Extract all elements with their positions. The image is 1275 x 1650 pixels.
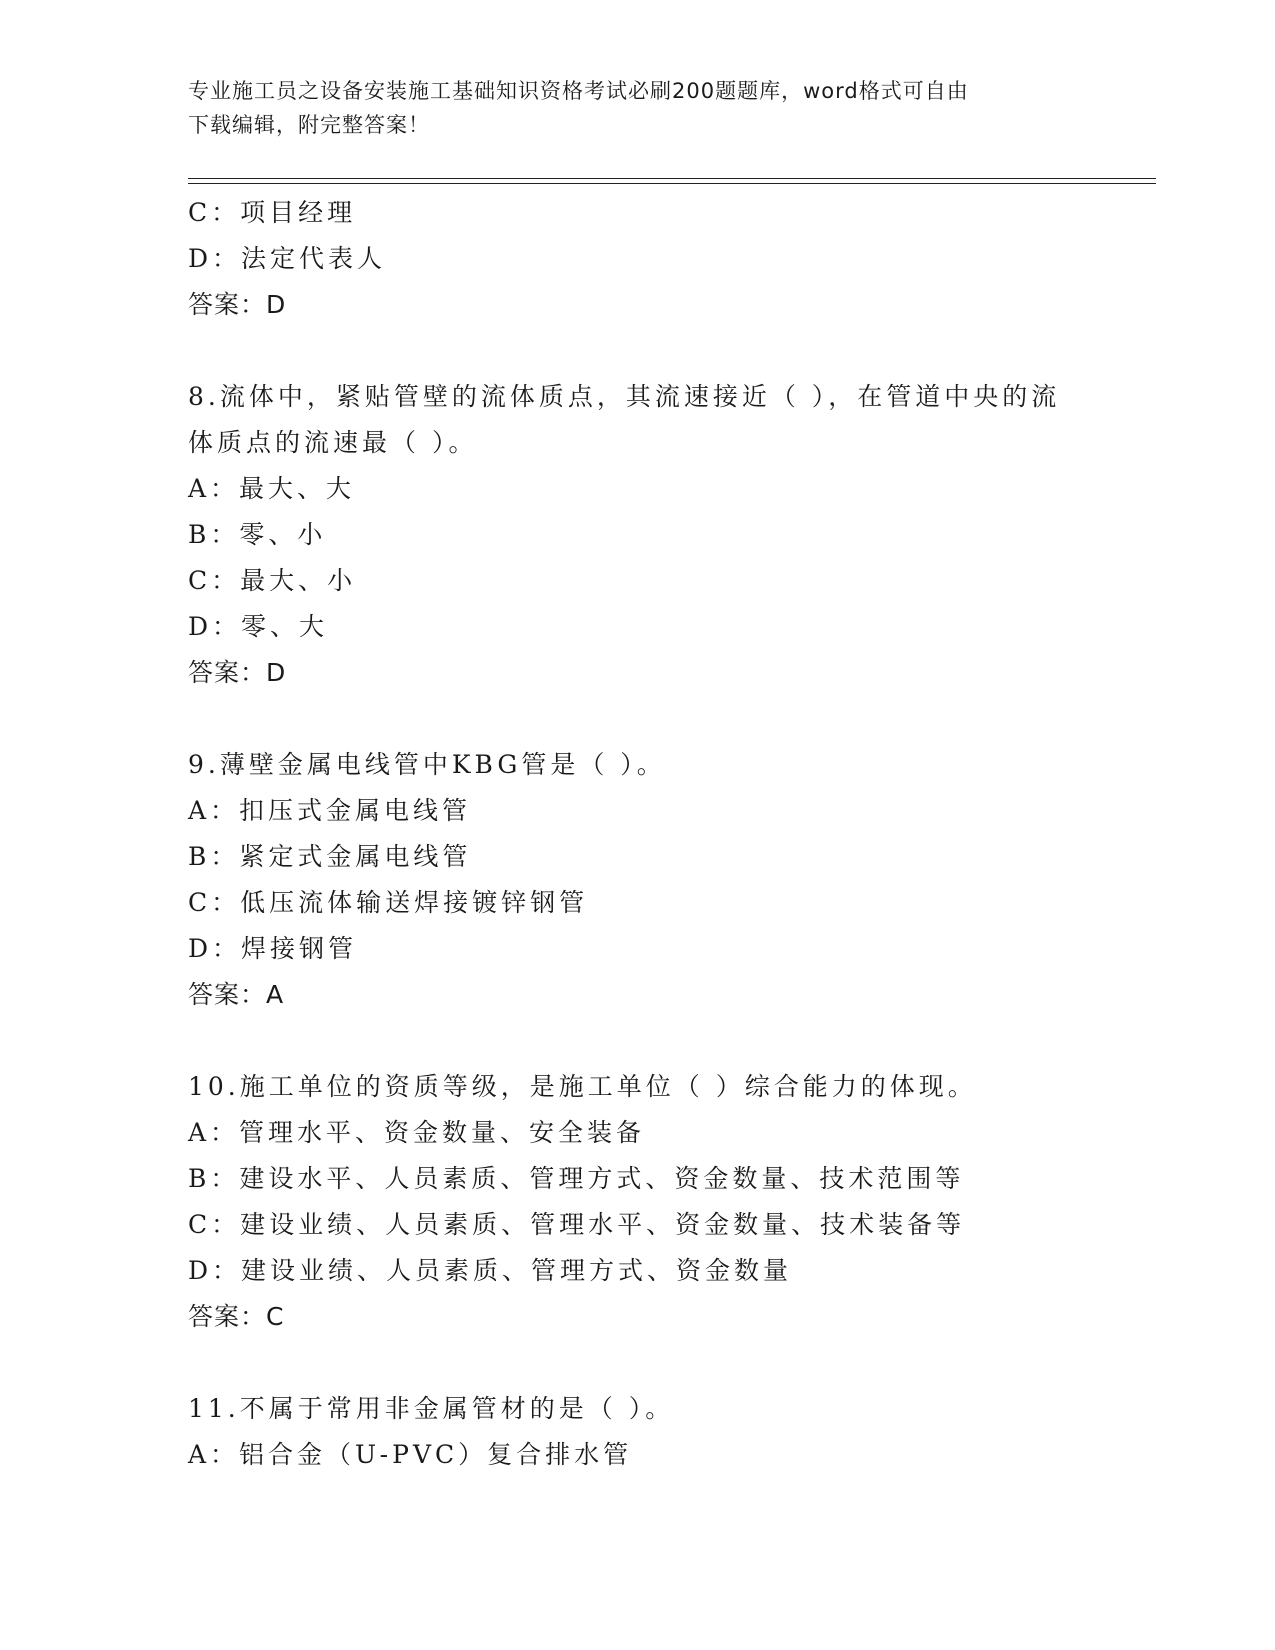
option-b: B：零、小 bbox=[188, 520, 327, 549]
question-stem: 11.不属于常用非金属管材的是（ ）。 bbox=[188, 1394, 675, 1423]
option-c: C：建设业绩、人员素质、管理水平、资金数量、技术装备等 bbox=[188, 1210, 966, 1239]
spacer bbox=[188, 328, 1088, 374]
question-8 bbox=[188, 374, 1088, 696]
answer: 答案：A bbox=[188, 980, 285, 1009]
option-c: C：项目经理 bbox=[188, 198, 357, 227]
spacer bbox=[188, 1340, 1088, 1386]
spacer bbox=[188, 696, 1088, 742]
option-d: D：法定代表人 bbox=[188, 244, 387, 273]
question-stem-continued: 体质点的流速最（ ）。 bbox=[188, 428, 478, 457]
option-d: D：零、大 bbox=[188, 612, 329, 641]
option-d: D：建设业绩、人员素质、管理方式、资金数量 bbox=[188, 1256, 793, 1285]
option-a: A：扣压式金属电线管 bbox=[188, 796, 472, 825]
option-a: A：铝合金（U-PVC）复合排水管 bbox=[188, 1440, 633, 1469]
question-10 bbox=[188, 1064, 1088, 1340]
option-c: C：低压流体输送焊接镀锌钢管 bbox=[188, 888, 589, 917]
question-7-continued bbox=[188, 190, 1088, 328]
question-stem: 10.施工单位的资质等级，是施工单位（ ）综合能力的体现。 bbox=[188, 1072, 977, 1101]
question-stem: 8.流体中，紧贴管壁的流体质点，其流速接近（ ），在管道中央的流 bbox=[188, 382, 1061, 411]
header-line-2: 下载编辑，附完整答案！ bbox=[188, 113, 430, 137]
header-divider-bottom bbox=[188, 183, 1156, 184]
question-11 bbox=[188, 1386, 1088, 1478]
header-line-1: 专业施工员之设备安装施工基础知识资格考试必刷200题题库，word格式可自由 bbox=[188, 79, 969, 103]
option-b: B：建设水平、人员素质、管理方式、资金数量、技术范围等 bbox=[188, 1164, 965, 1193]
answer: 答案：D bbox=[188, 658, 287, 687]
option-a: A：管理水平、资金数量、安全装备 bbox=[188, 1118, 646, 1147]
option-a: A：最大、大 bbox=[188, 474, 356, 503]
option-c: C：最大、小 bbox=[188, 566, 357, 595]
question-stem: 9.薄壁金属电线管中KBG管是（ ）。 bbox=[188, 750, 666, 779]
header-divider-top bbox=[188, 178, 1156, 179]
option-d: D：焊接钢管 bbox=[188, 934, 358, 963]
answer: 答案：C bbox=[188, 1302, 285, 1331]
question-list bbox=[188, 190, 1088, 1478]
spacer bbox=[188, 1018, 1088, 1064]
document-header bbox=[188, 74, 1068, 142]
answer: 答案：D bbox=[188, 290, 287, 319]
question-9 bbox=[188, 742, 1088, 1018]
option-b: B：紧定式金属电线管 bbox=[188, 842, 472, 871]
